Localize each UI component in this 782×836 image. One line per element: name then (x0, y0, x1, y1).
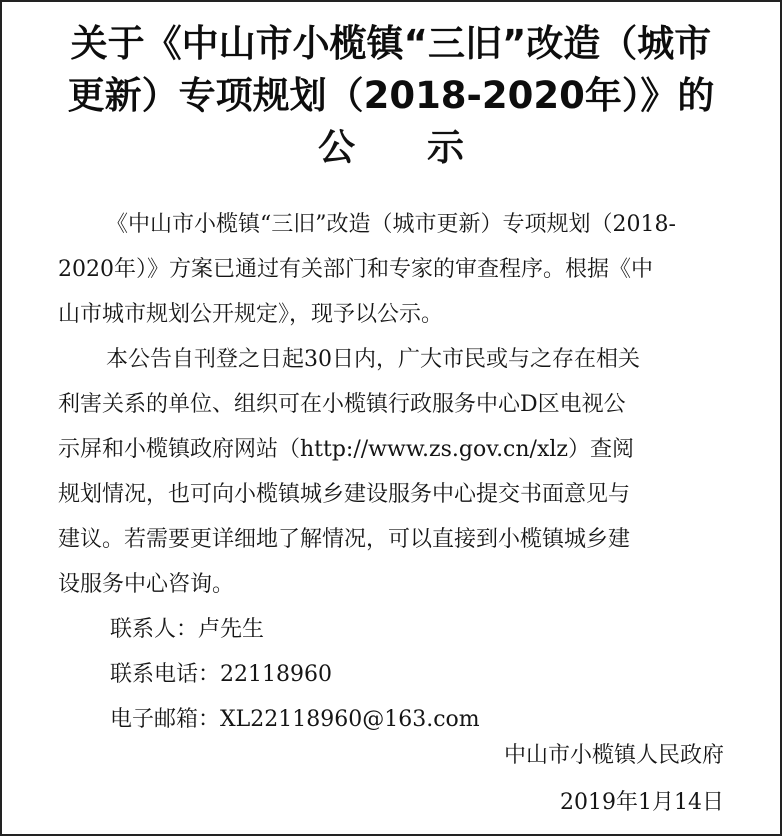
title-line-2: 更新）专项规划（2018-2020年）》的 (67, 74, 715, 117)
title-line-1: 关于《中山市小榄镇“三旧”改造（城市 (70, 22, 712, 65)
issuing-organization: 中山市小榄镇人民政府 (503, 743, 724, 768)
paragraph-2-line-6: 设服务中心咨询。 (58, 572, 235, 597)
issue-date: 2019年1月14日 (560, 790, 724, 815)
notice-title (2, 18, 780, 174)
contact-phone: 联系电话：22118960 (110, 662, 332, 687)
paragraph-1-line-2: 2020年）》方案已通过有关部门和专家的审查程序。根据《中 (58, 257, 653, 282)
paragraph-2-line-2: 利害关系的单位、组织可在小榄镇行政服务中心D区电视公 (58, 392, 626, 417)
paragraph-2-line-5: 建议。若需要更详细地了解情况，可以直接到小榄镇城乡建 (58, 527, 631, 552)
paragraph-2-line-1: 本公告自刊登之日起30日内，广大市民或与之存在相关 (106, 347, 640, 372)
title-line-3 (2, 122, 780, 174)
paragraph-2-line-4: 规划情况，也可向小榄镇城乡建设服务中心提交书面意见与 (58, 482, 631, 507)
contact-email: 电子邮箱：XL22118960@163.com (110, 707, 480, 732)
paragraph-2-line-3: 示屏和小榄镇政府网站（http://www.zs.gov.cn/xlz）查阅 (58, 437, 634, 462)
notice-body (58, 202, 740, 742)
title-char-gong: 公 (318, 126, 355, 169)
paragraph-1-line-1: 《中山市小榄镇“三旧”改造（城市更新）专项规划（2018- (106, 212, 676, 237)
title-char-shi: 示 (427, 126, 464, 169)
signature-block (504, 732, 724, 826)
contact-person: 联系人：卢先生 (110, 617, 265, 642)
paragraph-1-line-3: 山市城市规划公开规定》，现予以公示。 (58, 302, 444, 327)
